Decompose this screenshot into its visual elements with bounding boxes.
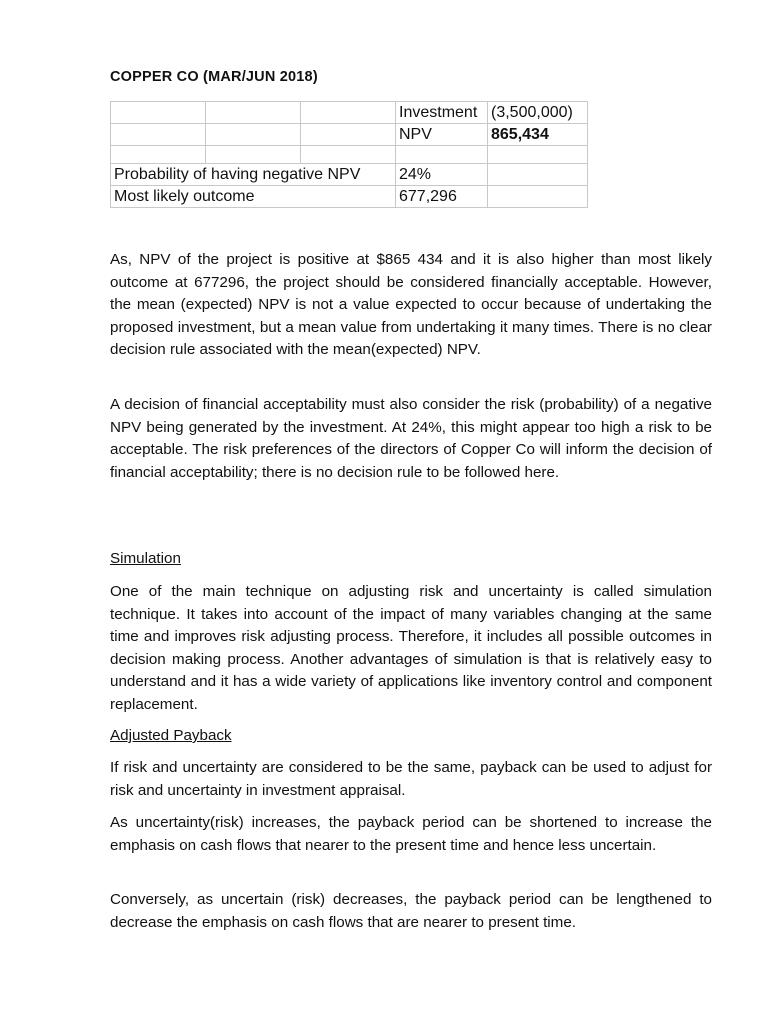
npv-table (110, 101, 588, 208)
table-row (111, 186, 588, 208)
table-row (111, 124, 588, 146)
paragraph-payback-intro: If risk and uncertainty are considered to be the same, payback can be used to adjust for risk and uncertainty in investment appraisal. (110, 759, 712, 799)
npv-label: NPV (396, 124, 488, 146)
paragraph-uncertainty-decreases: Conversely, as uncertain (risk) decreases, the payback period can be lengthened to decrease the emphasis on cash flows that are nearer to present time. (110, 891, 712, 931)
paragraph-uncertainty-increases: As uncertainty(risk) increases, the payback period can be shortened to increase the emphasis on cash flows that nearer to the present time and hence less uncertain. (110, 814, 712, 854)
paragraph-simulation: One of the main technique on adjusting risk and uncertainty is called simulation technique. It takes into account of the impact of many variables changing at the same time and improves risk adjusting process. Therefore, it includes all possible outcomes in decision making process. Another advantages of simulation is that is relatively easy to understand and it has a wide variety of applications like inventory control and component replacement. (110, 583, 712, 713)
most-likely-value: 677,296 (396, 186, 488, 208)
paragraph-npv-acceptability: As, NPV of the project is positive at $865 434 and it is also higher than most likely outcome at 677296, the project should be considered financially acceptable. However, the mean (expected) NPV is not a value expected to occur because of undertaking the proposed investment, but a mean value from undertaking it many times. There is no clear decision rule associated with the mean(expected) NPV. (110, 251, 712, 358)
table-row (111, 164, 588, 186)
investment-label: Investment (396, 102, 488, 124)
document-title: COPPER CO (MAR/JUN 2018) (110, 69, 318, 85)
probability-label: Probability of having negative NPV (111, 164, 396, 186)
investment-value: (3,500,000) (488, 102, 588, 124)
paragraph-risk-probability: A decision of financial acceptability must also consider the risk (probability) of a negative NPV being generated by the investment. At 24%, this might appear too high a risk to be acceptable. The risk preferences of the directors of Copper Co will inform the decision of financial acceptability; there is no decision rule to be followed here. (110, 396, 712, 481)
table-row (111, 146, 588, 164)
table-row (111, 102, 588, 124)
probability-value: 24% (396, 164, 488, 186)
most-likely-label: Most likely outcome (111, 186, 396, 208)
npv-value: 865,434 (488, 124, 588, 146)
simulation-heading: Simulation (110, 550, 181, 567)
adjusted-payback-heading: Adjusted Payback (110, 727, 232, 744)
